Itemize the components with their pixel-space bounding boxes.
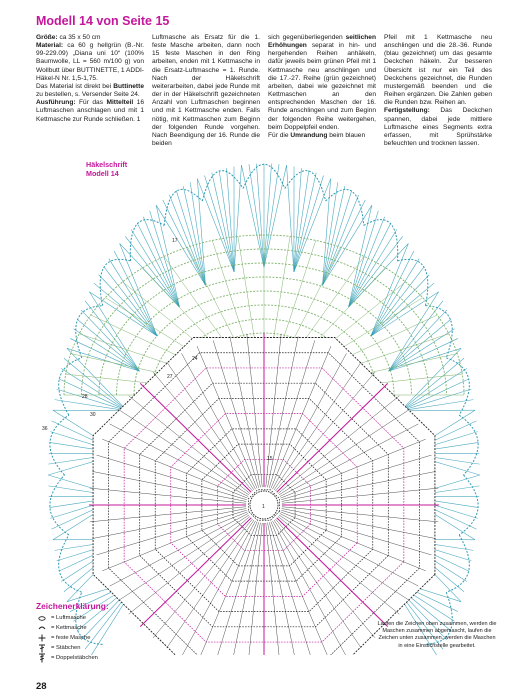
material-text: ca 60 g hellgrün (B.-Nr. 99-229.09) „Diana uni 10“ (100% Baumwolle, LL = 560 m/100 g) von Wollbutt über BUTTINETTE, 1 ADDI-Häkel-N Nr. 1,5-1,75.: [36, 42, 144, 82]
ausfuehrung-text: Für das: [75, 99, 107, 107]
legend-row-single: [36, 633, 166, 643]
material-label: Material:: [36, 42, 64, 50]
bezug-bold: Buttinette: [113, 82, 144, 90]
groesse-label: Größe:: [36, 34, 58, 41]
diagram-artwork: [48, 163, 480, 655]
stitch-note: Laufen die Zeichen oben zusammen, werden die Maschen zusammen abgemascht, laufen die Zeichen unten zusammen, werden die Maschen in eine Einstichstelle gearbeitet.: [377, 621, 497, 649]
col3-text-1: sich gegenüberliegenden: [268, 34, 346, 41]
diagram-label-line-1: Häkelschrift: [86, 160, 128, 169]
row-number-label: 30: [90, 412, 96, 418]
diagram-label: [86, 160, 127, 178]
single-crochet-icon: [36, 634, 48, 642]
mittelteil-text: 16 Luftmaschen anschlagen und mit 1 Kettmasche zur Runde schließen. 1: [36, 99, 144, 123]
treble-crochet-icon: [36, 653, 48, 663]
row-number-label: 28: [82, 394, 88, 400]
text-column-3: [268, 34, 376, 140]
row-number-label: 1: [262, 504, 265, 510]
legend-label-double: = Stäbchen: [51, 645, 81, 651]
row-number-label: 24: [192, 356, 198, 362]
col3-bold-1: seitlichen Erhöhungen: [268, 34, 376, 50]
fertig-label: Fertigstellung:: [384, 107, 430, 115]
col4-text-1: Pfeil mit 1 Kettmasche neu anschlingen und die 28.-36. Runde (blau gezeichnet) um das gesamte Deckchen häkeln. Zur besseren Übersicht ist nur ein Teil des Deckchens gezeichnet, die Runden mustergemäß beenden und die Reihen ergänzen. Die Zahlen geben die Runden bzw. Reihen an.: [384, 34, 492, 107]
legend-label-slip: = Kettmasche: [51, 625, 87, 631]
bezug-text-2: zu bestellen, s. Versender Seite 24.: [36, 91, 140, 99]
ausfuehrung-label: Ausführung:: [36, 99, 76, 107]
symbol-legend: [36, 601, 166, 663]
row-number-label: 36: [42, 426, 48, 432]
slip-stitch-icon: [36, 625, 48, 631]
legend-row-double: [36, 643, 166, 653]
double-crochet-icon: [36, 644, 48, 653]
mittelteil-label: Mittelteil: [106, 99, 134, 107]
fertig-text: Das Deckchen spannen, dabei jede mittlere Luftmasche eines Segments extra erfassen, mit Sprühstärke befeuchten und trocknen lassen.: [384, 107, 492, 148]
legend-row-treble: [36, 653, 166, 663]
page-title: Modell 14 von Seite 15: [36, 14, 170, 28]
crochet-diagram: [22, 130, 506, 655]
legend-row-slip: [36, 623, 166, 633]
col3-text-3: Für die: [268, 131, 291, 139]
col3-text-4: beim blauen: [327, 131, 366, 139]
row-number-label: 15: [267, 456, 273, 462]
legend-label-treble: = Doppelstäbchen: [51, 655, 98, 661]
col3-bold-2: Umrandung: [290, 131, 328, 139]
col3-text-2: separat in hin- und hergehenden Reihen anhäkeln, dafür jeweils beim grünen Pfeil mit 1 Kettmasche neu anschlingen und die 17.-27. Reihe (grün gezeichnet) arbeiten, dabei wie gezeichnet mit Kettmaschen an den entsprechenden Maschen der 16. Runde anschlingen und zum Beginn der folgenden Reihe weitergehen, beim Doppelpfeil enden.: [268, 42, 376, 131]
page-number: 28: [36, 681, 47, 692]
legend-label-chain: = Luftmasche: [51, 615, 86, 621]
legend-row-chain: [36, 613, 166, 623]
legend-label-single: = feste Masche: [51, 635, 91, 641]
row-number-label: 27: [167, 374, 173, 380]
groesse-text: ca 35 x 50 cm: [57, 34, 101, 41]
diagram-label-line-2: Modell 14: [86, 169, 119, 178]
bezug-text: Das Material ist direkt bei: [36, 82, 114, 90]
row-number-label: 17: [172, 238, 178, 244]
chain-stitch-icon: [36, 616, 48, 621]
text-column-1: [36, 34, 144, 124]
col2-text: Luftmasche als Ersatz für die 1. feste Masche arbeiten, dann noch 15 feste Maschen in den Ring arbeiten, enden mit 1 Kettmasche in die Ersatz-Luftmasche = 1. Runde. Nach der Häkelschrift weiterarbeiten, dabei jede Runde mit der in der Häkelschrift gezeichneten Anzahl von Luftmaschen beginnen und mit 1 Kettmasche enden. Falls nötig, mit Kettmaschen zum Beginn der folgenden Runde vorgehen. Nach Beendigung der 16. Runde die beiden: [152, 34, 260, 148]
legend-title: Zeichenerklärung:: [36, 601, 109, 611]
